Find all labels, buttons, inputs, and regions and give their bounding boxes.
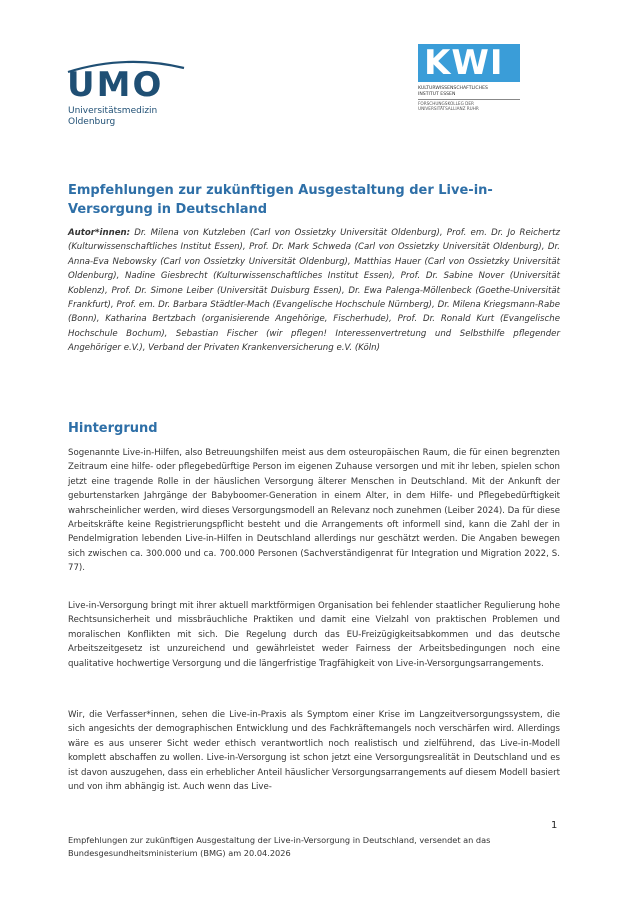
paragraph-2: Live-in-Versorgung bringt mit ihrer aktuell marktförmigen Organisation bei fehlender staatlicher Regulierung hohe Rechtsunsicherheit und missbräuchliche Praktiken und damit eine Vielzahl von praktischen Problemen und moralischen Konflikten mit sich. Die Regelung durch das EU-Freizügigkeitsabkommen und das deutsche Arbeitszeitgesetz ist unzureichend und gewährleistet weder Fairness der Arbeitsbedingungen noch eine qualitative hochwertige Versorgung und die längerfristige Tragfähigkeit von Live-in-Versorgungsarrangements. (68, 601, 560, 669)
kwi-logo-divider (418, 99, 520, 100)
kwi-logo-word: KWI (424, 43, 504, 83)
authors-block (68, 226, 560, 356)
authors-list: Dr. Milena von Kutzleben (Carl von Ossietzky Universität Oldenburg), Prof. em. Dr. Jo Reichertz (Kulturwissenschaftliches Institut Essen), Prof. Dr. Mark Schweda (Carl von Ossietzky Universität Oldenburg), Dr. Anna-Eva Nebowsky (Carl von Ossietzky Universität Oldenburg), Matthias Hauer (Carl von Ossietzky Universität Oldenburg), Nadine Giesbrecht (Kulturwissenschaftliches Institut Essen), Prof. Dr. Sabine Nover (Universität Koblenz), Prof. Dr. Simone Leiber (Universität Duisburg Essen), Dr. Ewa Palenga-Möllenbeck (Goethe-Universität Frankfurt), Prof. em. Dr. Barbara Städtler-Mach (Evangelische Hochschule Nürnberg), Dr. Milena Kriegsmann-Rabe (Bonn), Katharina Bertzbach (organisierende Angehörige, Fischerhude), Prof. Dr. Ronald Kurt (Evangelische Hochschule Bochum), Sebastian Fischer (wir pflegen! Interessenvertretung und Selbsthilfe pflegender Angehöriger e.V.), Verband der Privaten Krankenversicherung e.V. (Köln) (68, 228, 560, 354)
umo-logo-word: UMO (67, 65, 164, 105)
kwi-logo-subtitle: KULTURWISSENSCHAFTLICHES INSTITUT ESSEN (418, 86, 488, 97)
footer-text: Empfehlungen zur zukünftigen Ausgestaltung der Live-in-Versorgung in Deutschland, versendet an das Bundesgesundheitsministerium (BMG) am 20.04.2026 (68, 835, 491, 858)
kwi-logo-subtitle-secondary: FORSCHUNGSKOLLEG DER UNIVERSITÄTSALLIANZ RUHR (418, 101, 479, 111)
document-title: Empfehlungen zur zukünftigen Ausgestaltung der Live-in-Versorgung in Deutschland (68, 183, 493, 217)
paragraph-3: Wir, die Verfasser*innen, sehen die Live-in-Praxis als Symptom einer Krise im Langzeitversorgungssystem, die sich angesichts der demographischen Entwicklung und des Fachkräftemangels noch verschärfen wird. Allerdings wäre es aus unserer Sicht weder ethisch verantwortlich noch realistisch und zielführend, das Live-in-Modell komplett abschaffen zu wollen. Live-in-Versorgung ist schon jetzt eine Versorgungsrealität in Deutschland und es ist davon auszugehen, dass ein erheblicher Anteil häuslicher Versorgungsarrangements auf diesem Modell basiert und von ihm abhängig ist. Auch wenn das Live- (68, 710, 560, 793)
umo-logo-subtitle: Universitätsmedizin Oldenburg (68, 106, 158, 127)
section-heading: Hintergrund (68, 421, 158, 436)
kwi-logo-box (418, 44, 520, 82)
page-number: 1 (551, 820, 558, 831)
paragraph-1: Sogenannte Live-in-Hilfen, also Betreuungshilfen meist aus dem osteuropäischen Raum, die für einen begrenzten Zeitraum eine hilfe- oder pflegebedürftige Person im eigenen Zuhause versorgen und mit ihr leben, spielen schon jetzt eine tragende Rolle in der häuslichen Versorgung älterer Menschen in Deutschland. Mit der Ankunft der geburtenstarken Jahrgänge der Babyboomer-Generation in einem Alter, in dem Hilfe- und Pflegebedürftigkeit wahrscheinlicher werden, wird dieses Versorgungsmodell an Relevanz noch zunehmen (Leiber 2024). Da für diese Arbeitskräfte keine Registrierungspflicht besteht und die Arrangements oft informell sind, kann die Zahl der in Pendelmigration lebenden Live-in-Hilfen in Deutschland allerdings nur geschätzt werden. Die Angaben bewegen sich zwischen ca. 300.000 und ca. 700.000 Personen (Sachverständigenrat für Integration und Migration 2022, S. 77). (68, 448, 560, 574)
authors-label: Autor*innen: (68, 228, 131, 238)
